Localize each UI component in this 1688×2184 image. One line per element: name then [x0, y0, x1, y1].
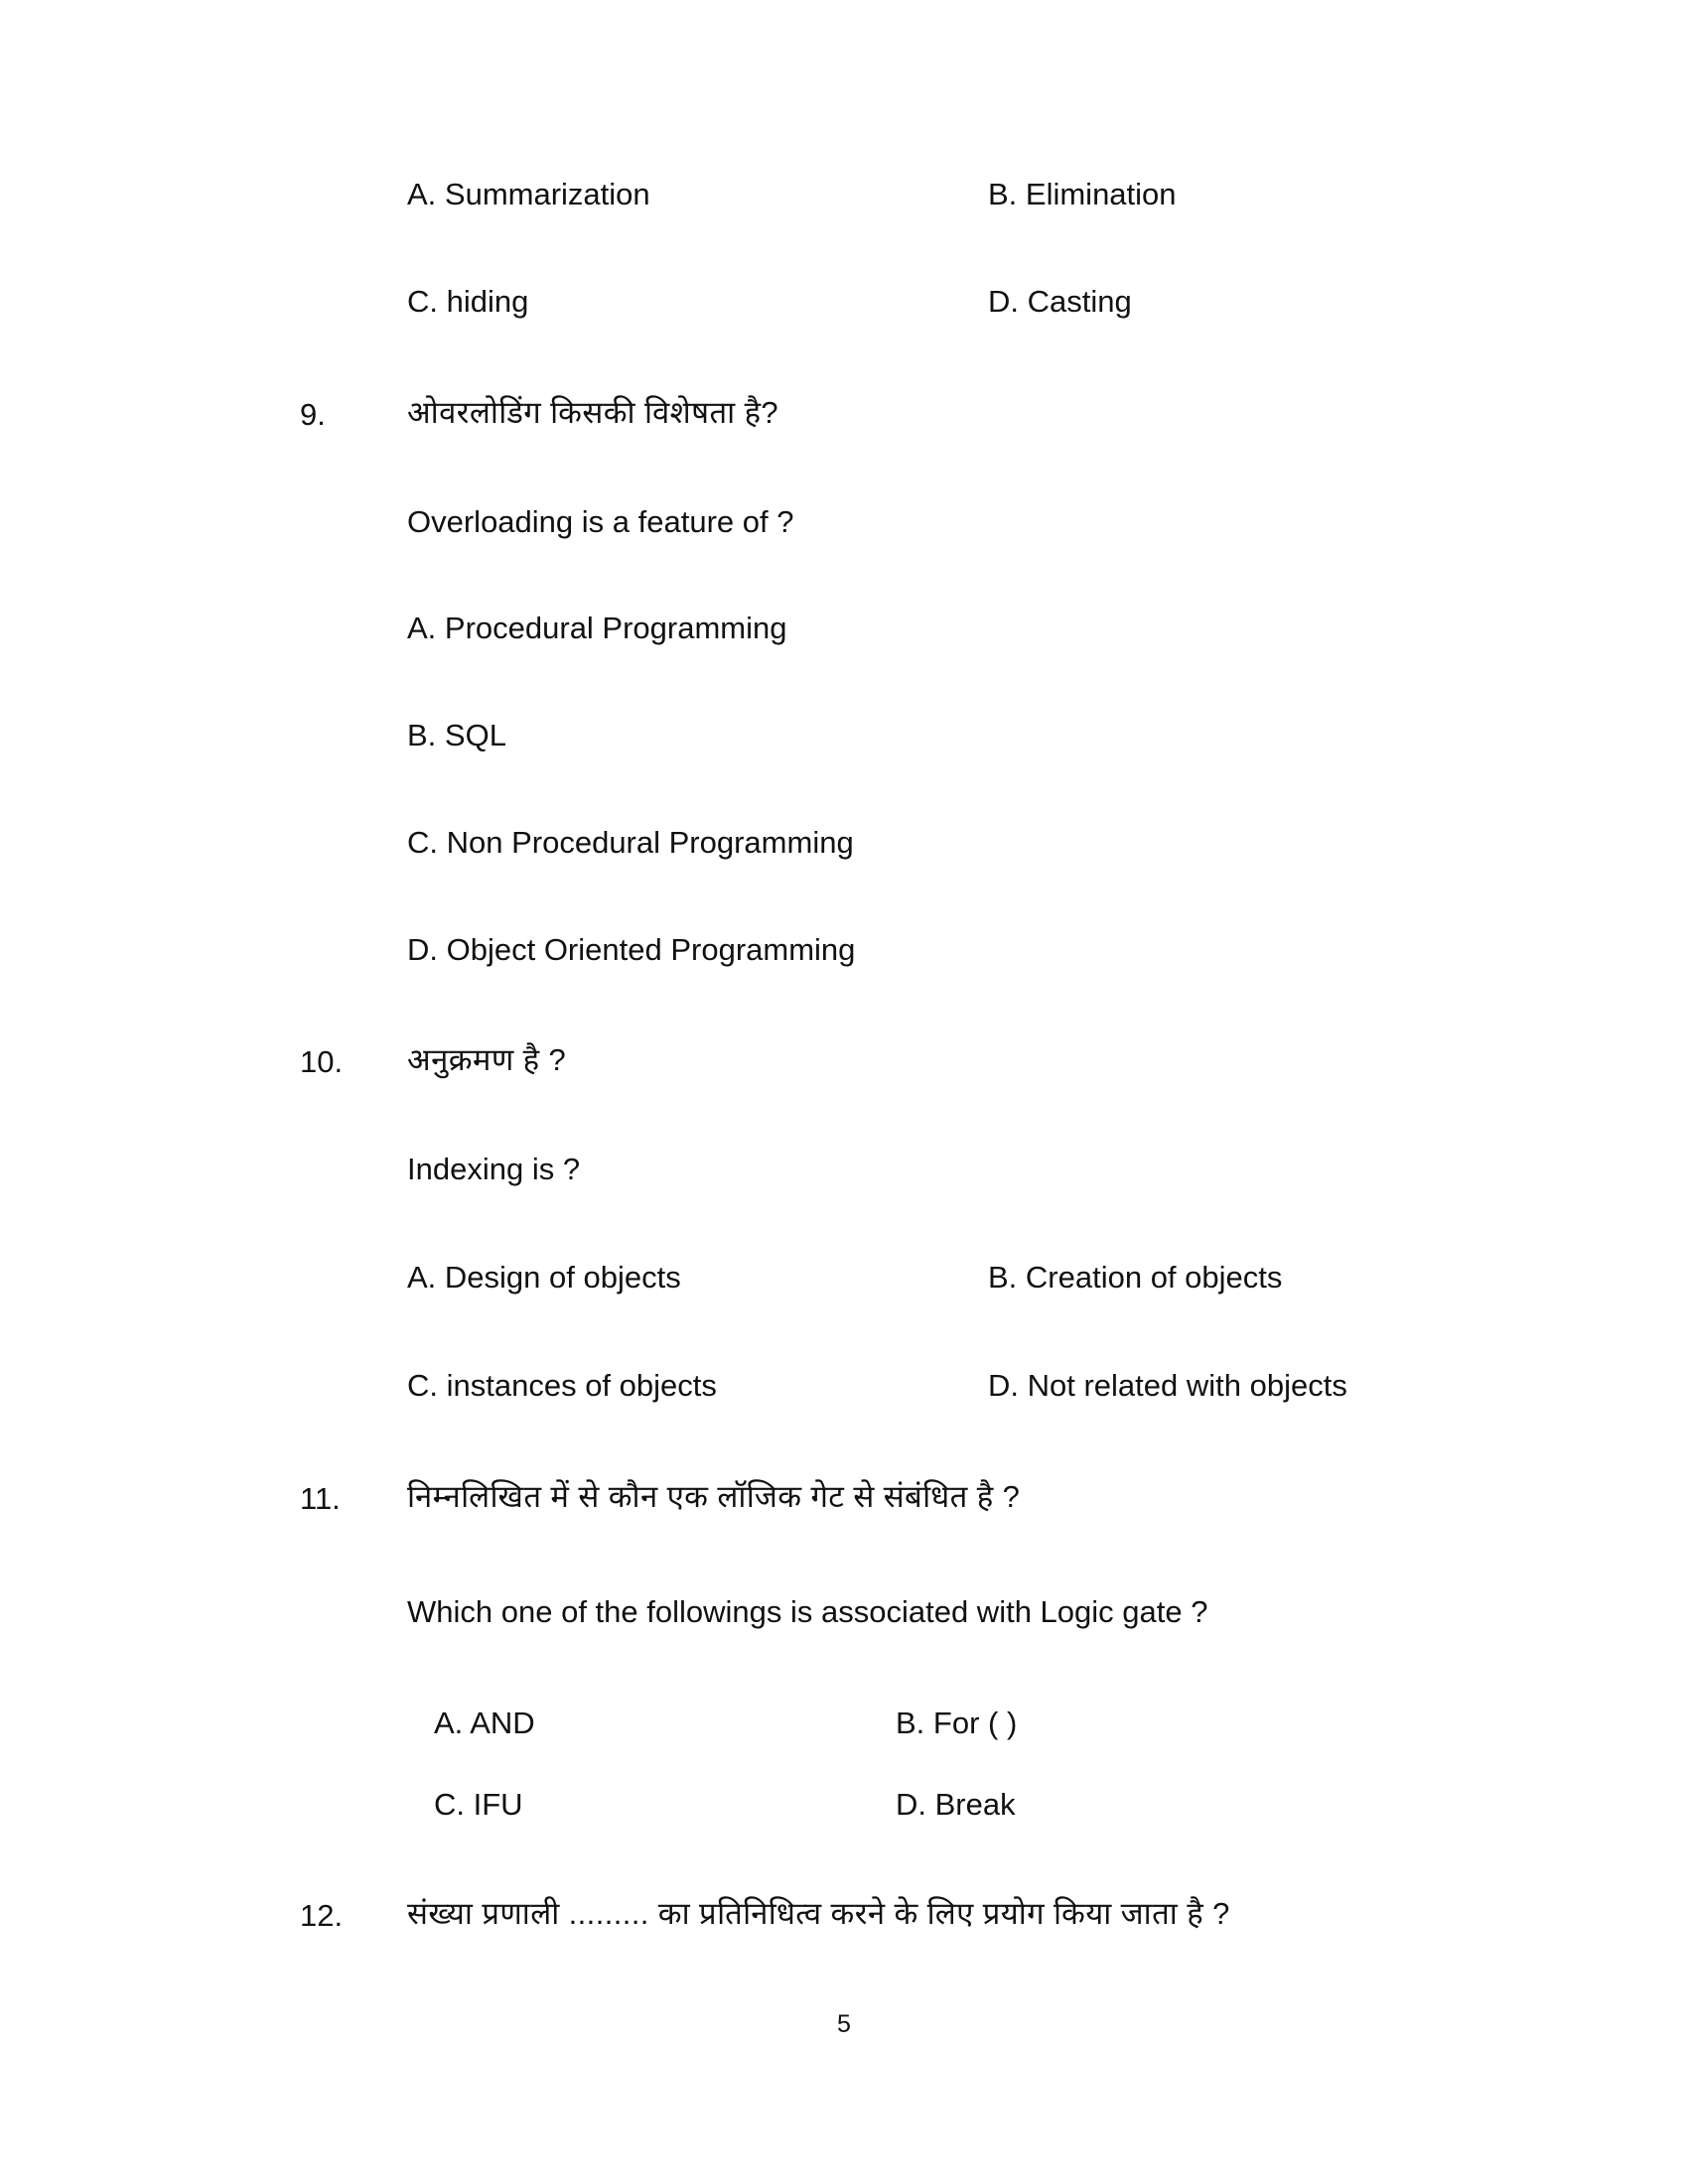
question-10-option-d: D. Not related with objects: [988, 1368, 1347, 1403]
question-11-option-a: A. AND: [434, 1706, 535, 1740]
question-9-text-hindi: ओवरलोडिंग किसकी विशेषता है?: [407, 395, 779, 430]
question-10-number: 10.: [300, 1044, 344, 1079]
question-10-option-a: A. Design of objects: [407, 1260, 681, 1295]
option-d-casting: D. Casting: [988, 284, 1132, 319]
question-12-text-hindi: संख्या प्रणाली ......... का प्रतिनिधित्व करने के लिए प्रयोग किया जाता है ?: [407, 1896, 1230, 1931]
option-a-summarization: A. Summarization: [407, 177, 650, 211]
question-11-number: 11.: [300, 1481, 341, 1516]
question-10-option-c: C. instances of objects: [407, 1368, 717, 1403]
question-12-number: 12.: [300, 1898, 344, 1933]
question-11-text-english: Which one of the followings is associated with Logic gate ?: [407, 1594, 1208, 1629]
question-10-text-hindi: अनुक्रमण है ?: [407, 1042, 567, 1077]
option-b-elimination: B. Elimination: [988, 177, 1177, 211]
page-number: 5: [837, 2010, 851, 2038]
question-9-text-english: Overloading is a feature of ?: [407, 504, 794, 539]
question-10-option-b: B. Creation of objects: [988, 1260, 1283, 1295]
question-9-number: 9.: [300, 397, 326, 432]
question-11-text-hindi: निम्नलिखित में से कौन एक लॉजिक गेट से संबंधित है ?: [407, 1479, 1021, 1514]
question-9-option-b: B. SQL: [407, 718, 506, 752]
option-c-hiding: C. hiding: [407, 284, 529, 319]
question-11-option-d: D. Break: [896, 1787, 1016, 1822]
question-11-option-b: B. For ( ): [896, 1706, 1018, 1740]
question-9-option-d: D. Object Oriented Programming: [407, 932, 856, 967]
question-9-option-c: C. Non Procedural Programming: [407, 825, 854, 860]
question-10-text-english: Indexing is ?: [407, 1152, 581, 1186]
question-11-option-c: C. IFU: [434, 1787, 523, 1822]
question-9-option-a: A. Procedural Programming: [407, 611, 787, 645]
